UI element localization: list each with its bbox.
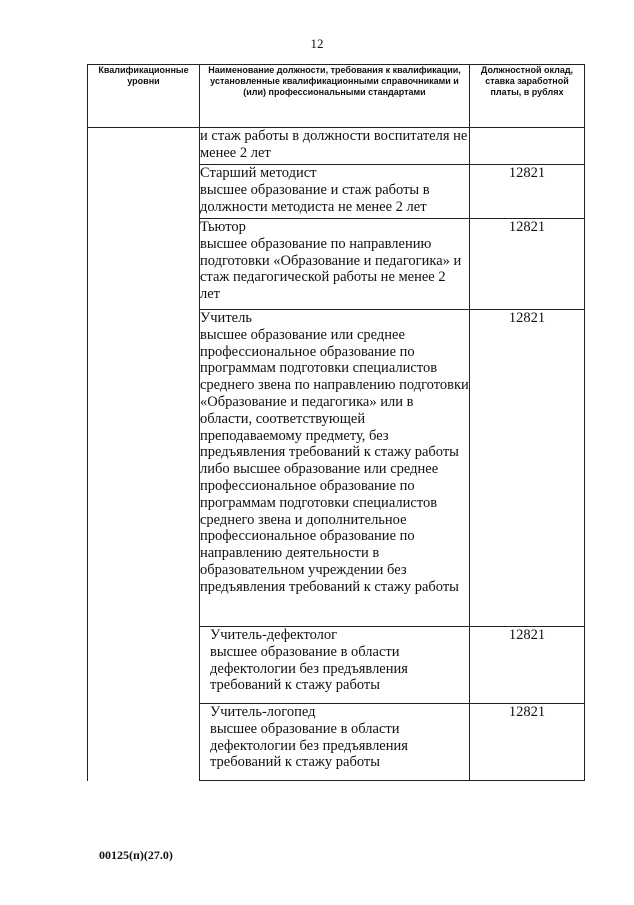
position-title: Учитель-дефектолог (210, 627, 338, 643)
qualification-table (87, 64, 585, 781)
position-title: Старший методист (200, 165, 317, 181)
position-title: Учитель-логопед (210, 704, 316, 720)
position-cell (200, 219, 470, 310)
header-position: Наименование должности, требования к квалификации, установленные квалификационными справочниками и (или) профессиональными стандартами (200, 65, 470, 128)
table-header-row (88, 65, 585, 128)
position-requirements: высшее образование в области дефектологии без предъявления требований к стажу работы (210, 720, 408, 771)
position-cell (200, 627, 470, 704)
position-requirements: и стаж работы в должности воспитателя не менее 2 лет (200, 128, 468, 161)
position-requirements: высшее образование и стаж работы в должности методиста не менее 2 лет (200, 181, 430, 215)
salary-cell: 12821 (470, 627, 585, 704)
position-requirements: высшее образование или среднее профессиональное образование по программам подготовки специалистов среднего звена по направлению подготовки «Образование и педагогика» или в области, соответствующей преподаваемому предмету, без предъявления требований к стажу работы либо высшее образование или среднее профессиональное образование по программам подготовки специалистов среднего звена и дополнительное профессиональное образование по направлению деятельности в образовательном учреждении без предъявления требований к стажу работы (200, 326, 469, 595)
salary-cell: 12821 (470, 310, 585, 627)
salary-cell: 12821 (470, 165, 585, 219)
header-level: Квалификационные уровни (88, 65, 200, 128)
position-cell (200, 128, 470, 165)
header-salary: Должностной оклад, ставка заработной платы, в рублях (470, 65, 585, 128)
position-cell (200, 165, 470, 219)
position-cell (200, 310, 470, 627)
position-title: Учитель (200, 310, 252, 326)
position-cell (200, 704, 470, 781)
level-cell (88, 128, 200, 781)
position-requirements: высшее образование по направлению подготовки «Образование и педагогика» и стаж педагогической работы не менее 2 лет (200, 235, 462, 303)
document-code: 00125(п)(27.0) (99, 848, 173, 862)
table-row (88, 128, 585, 165)
page-number: 12 (310, 36, 324, 51)
salary-cell: 12821 (470, 219, 585, 310)
position-requirements: высшее образование в области дефектологии без предъявления требований к стажу работы (210, 643, 408, 694)
position-title: Тьютор (200, 219, 246, 235)
salary-cell (470, 128, 585, 165)
salary-cell: 12821 (470, 704, 585, 781)
